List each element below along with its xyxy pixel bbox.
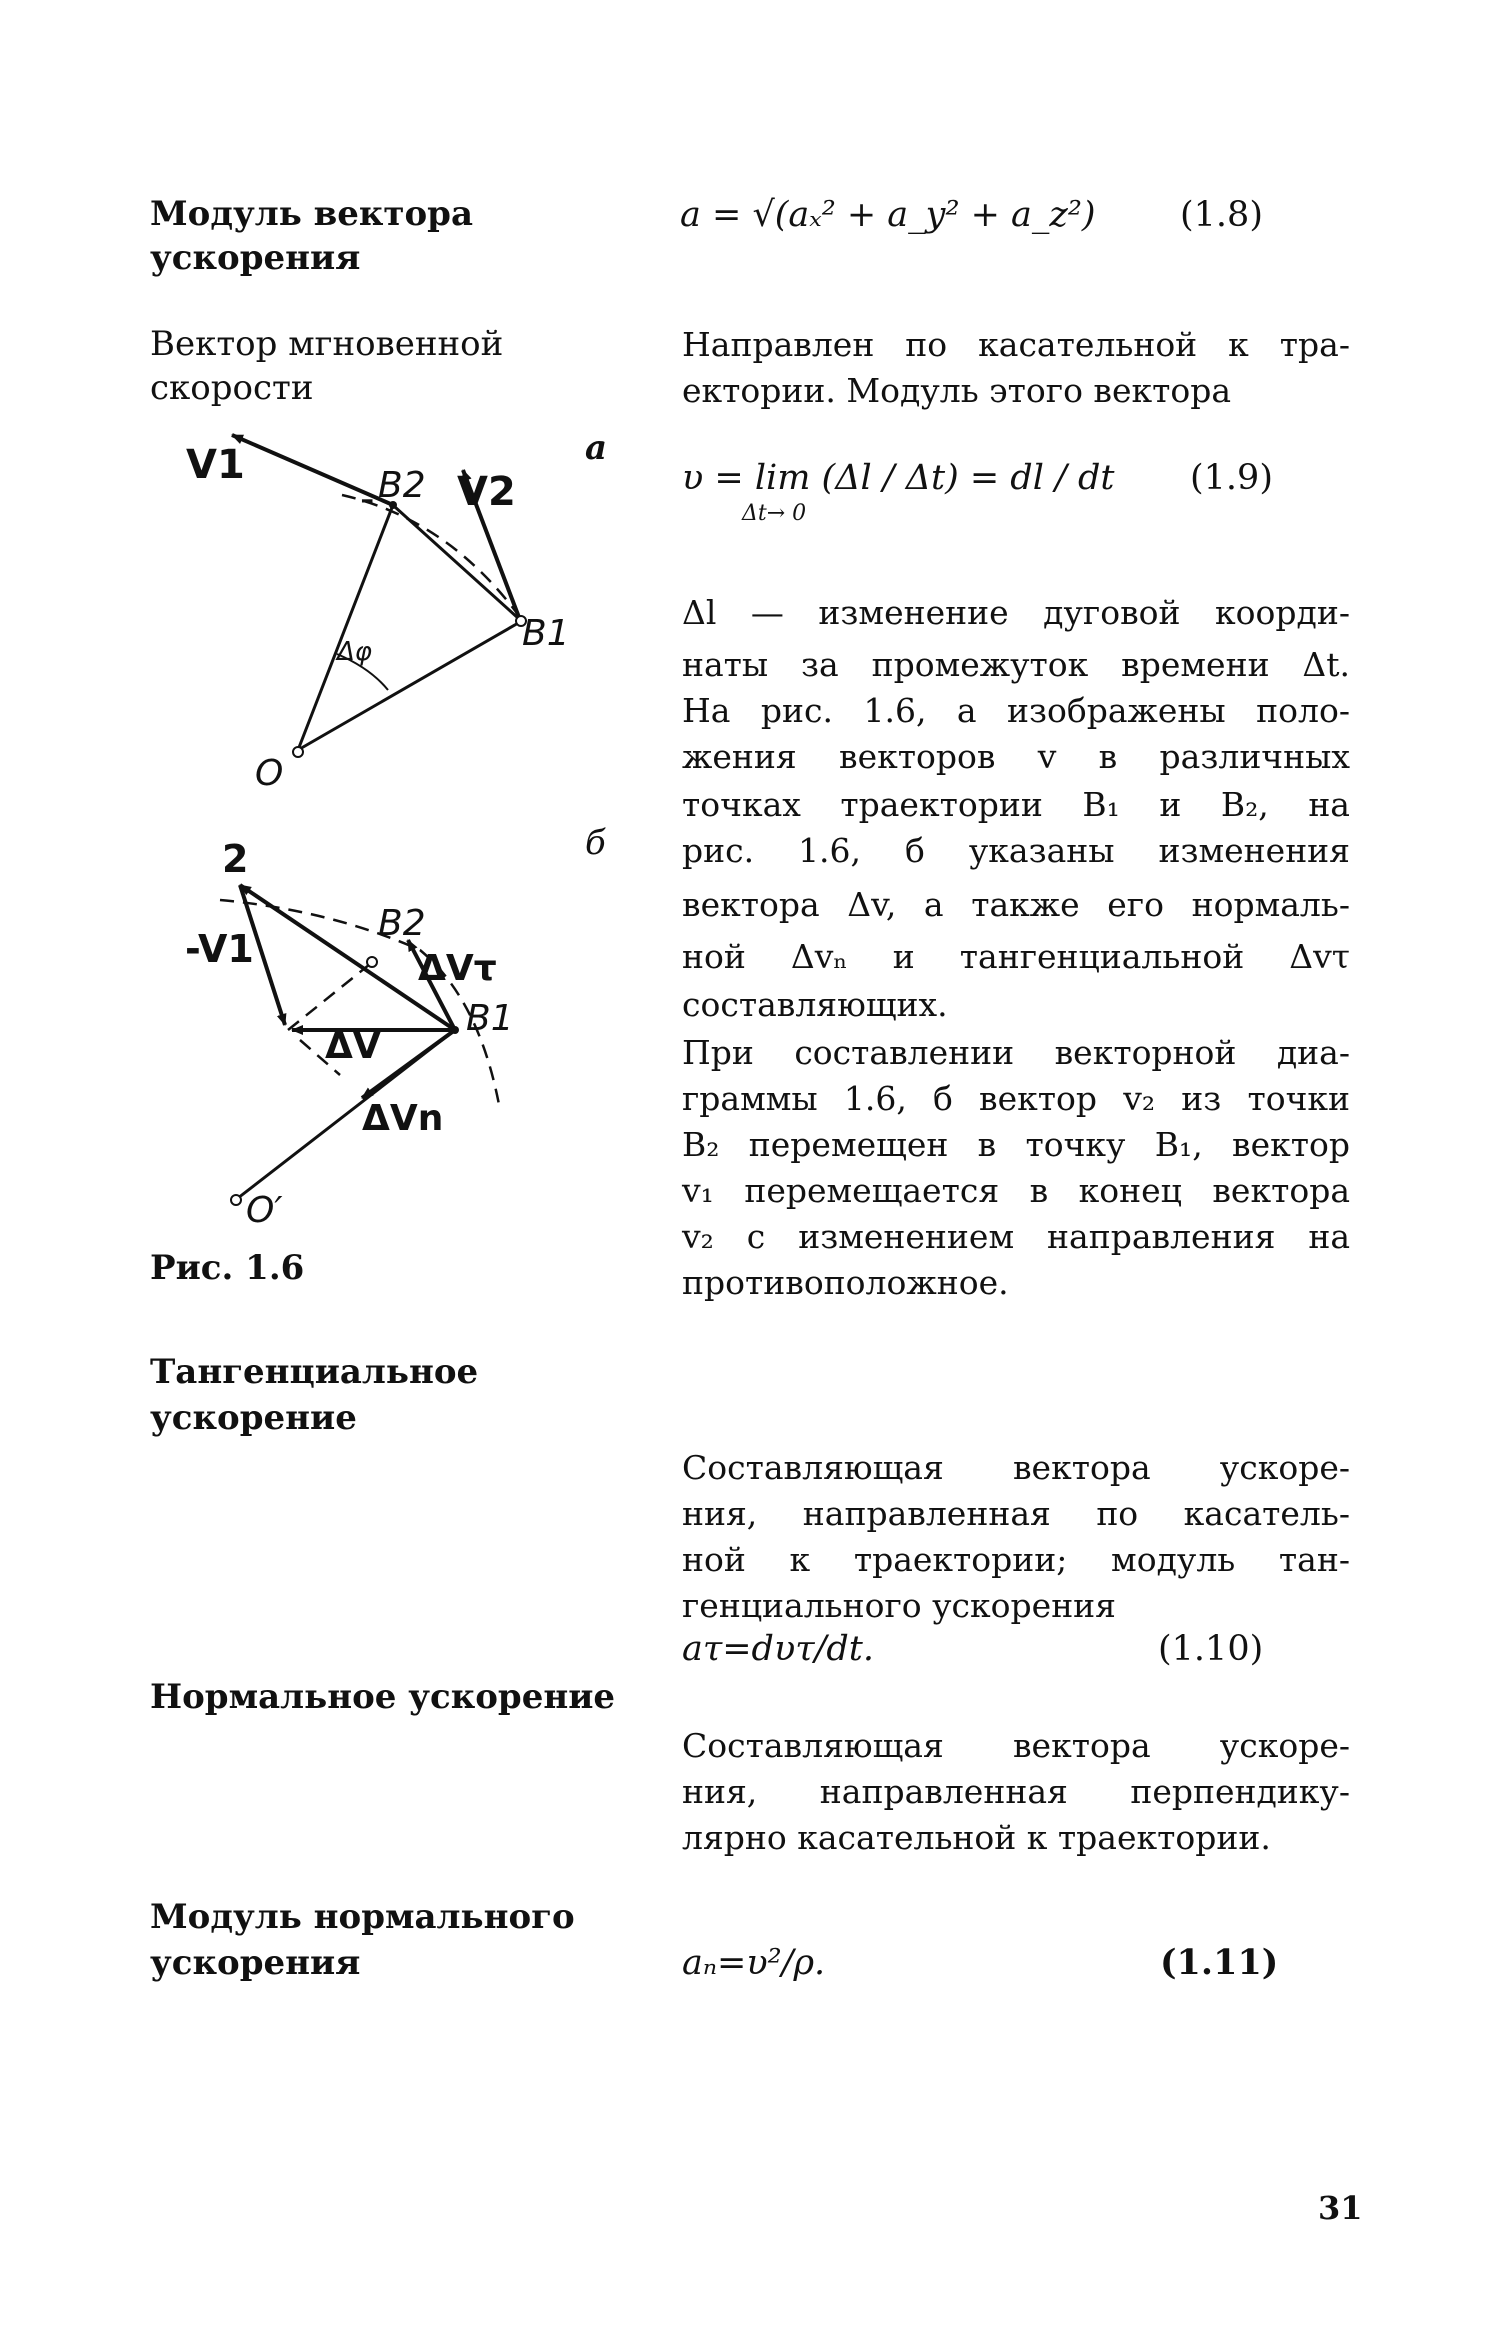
tangential-desc-line: ной к траектории; модуль тан- xyxy=(682,1540,1350,1579)
label-dv: ΔV xyxy=(325,1026,381,1067)
term-tangential-line2: ускорение xyxy=(150,1398,357,1438)
velocity-desc-line2: ектории. Модуль этого вектора xyxy=(682,371,1232,410)
figure-label-a: а xyxy=(585,428,608,468)
trajectory-curve-b xyxy=(220,900,500,1110)
explanation-line: наты за промежуток времени Δt. xyxy=(682,645,1350,684)
label-dvt: ΔVτ xyxy=(418,948,497,989)
term-tangential-line1: Тангенциальное xyxy=(150,1352,479,1392)
explanation-line: точках траектории B₁ и B₂, на xyxy=(682,785,1350,824)
label-o: O xyxy=(255,753,284,794)
normal-desc-line: ния, направленная перпендику- xyxy=(682,1772,1350,1811)
term-instant-velocity-line2: скорости xyxy=(150,368,314,408)
term-normal-modulus-line1: Модуль нормального xyxy=(150,1897,575,1937)
label-minus-v1: -V1 xyxy=(185,927,254,971)
tangential-desc-line: генциального ускорения xyxy=(682,1586,1116,1625)
explanation-line: противоположное. xyxy=(682,1263,1009,1302)
formula-1-11: aₙ=υ²/ρ. xyxy=(682,1943,826,1983)
formula-1-9: υ = lim (Δl / Δt) = dl / dt xyxy=(682,458,1115,498)
page-number: 31 xyxy=(1318,2189,1363,2227)
explanation-line: На рис. 1.6, а изображены поло- xyxy=(682,691,1350,730)
explanation-line: Δl — изменение дуговой коорди- xyxy=(682,593,1350,632)
label-dphi: Δφ xyxy=(337,637,372,667)
label-v2: V2 xyxy=(457,469,516,515)
explanation-line: При составлении векторной диа- xyxy=(682,1033,1350,1072)
explanation-line: составляющих. xyxy=(682,985,948,1024)
normal-desc-line: Составляющая вектора ускоре- xyxy=(682,1726,1350,1765)
explanation-line: рис. 1.6, б указаны изменения xyxy=(682,831,1350,870)
term-accel-modulus-line2: ускорения xyxy=(150,238,361,278)
figure-label-b: б xyxy=(585,823,606,863)
eq-number-1-9: (1.9) xyxy=(1190,458,1273,498)
point-b2-b xyxy=(367,957,377,967)
eq-number-1-10: (1.10) xyxy=(1158,1629,1264,1669)
explanation-line: вектора Δv, а также его нормаль- xyxy=(682,885,1350,924)
point-o-prime xyxy=(231,1195,241,1205)
label-dvn: ΔVn xyxy=(362,1098,444,1139)
formula-1-10: aτ=dυτ/dt. xyxy=(682,1629,874,1669)
label-minus: - xyxy=(360,476,375,522)
term-normal-modulus-line2: ускорения xyxy=(150,1943,361,1983)
label-o-prime: O′ xyxy=(246,1190,283,1231)
velocity-desc-line1: Направлен по касательной к тра- xyxy=(682,325,1350,364)
normal-desc-line: лярно касательной к траектории. xyxy=(682,1818,1271,1857)
explanation-line: v₁ перемещается в конец вектора xyxy=(682,1171,1350,1210)
formula-1-8: a = √(aₓ² + a_y² + a_z²) xyxy=(680,195,1096,235)
tangential-desc-line: Составляющая вектора ускоре- xyxy=(682,1448,1350,1487)
explanation-line: B₂ перемещен в точку B₁, вектор xyxy=(682,1125,1350,1164)
explanation-line: v₂ с изменением направления на xyxy=(682,1217,1350,1256)
term-instant-velocity-line1: Вектор мгновенной xyxy=(150,324,504,364)
label-v1: V1 xyxy=(186,442,245,488)
label-b1: B1 xyxy=(522,613,570,654)
eq-number-1-8: (1.8) xyxy=(1180,195,1263,235)
label-b2: B2 xyxy=(378,465,426,506)
point-b1-b xyxy=(451,1026,459,1034)
formula-1-9-limit-sub: Δt→ 0 xyxy=(742,501,807,526)
dashed-construction-1 xyxy=(288,960,375,1030)
term-accel-modulus-line1: Модуль вектора xyxy=(150,194,473,234)
label-b1-b: B1 xyxy=(466,998,514,1039)
term-normal: Нормальное ускорение xyxy=(150,1677,616,1717)
explanation-line: граммы 1.6, б вектор v₂ из точки xyxy=(682,1079,1350,1118)
eq-number-1-11: (1.11) xyxy=(1160,1942,1279,1983)
label-b2-b: B2 xyxy=(378,903,426,944)
figure-caption: Рис. 1.6 xyxy=(150,1248,305,1288)
explanation-line: жения векторов v в различных xyxy=(682,737,1350,776)
tangential-desc-line: ния, направленная по касатель- xyxy=(682,1494,1350,1533)
label-two: 2 xyxy=(222,837,249,881)
explanation-line: ной Δvₙ и тангенциальной Δvτ xyxy=(682,937,1350,976)
